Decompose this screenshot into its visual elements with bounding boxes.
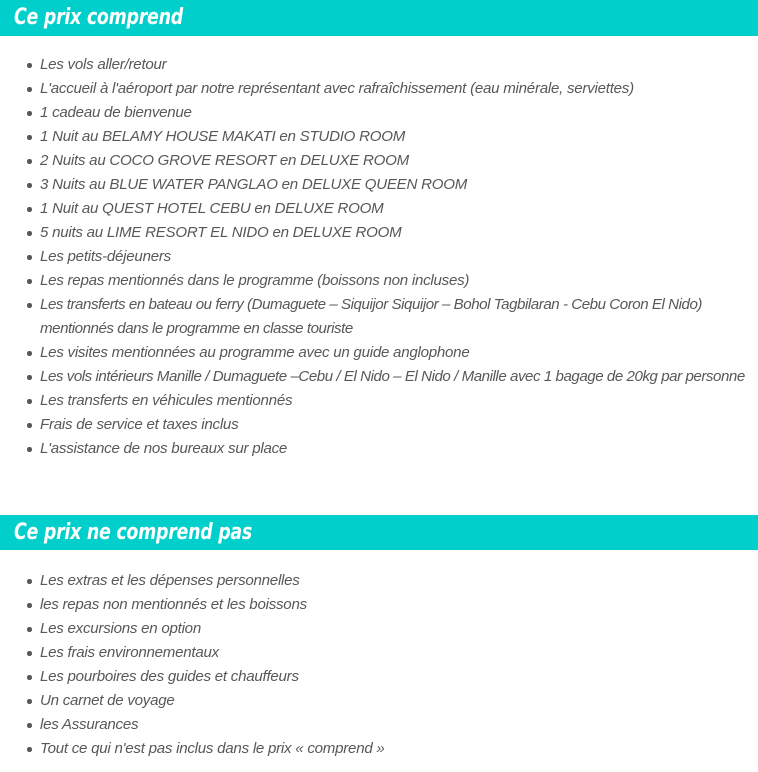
list-item-text: 2 Nuits au COCO GROVE RESORT en DELUXE ROOM (40, 152, 409, 169)
list-item (0, 221, 758, 245)
list-item (0, 389, 758, 413)
list-item (0, 569, 758, 593)
list-item-text: Les petits-déjeuners (40, 248, 171, 265)
list-item (0, 713, 758, 737)
not-included-list-block (0, 550, 758, 761)
list-item-text: Frais de service et taxes inclus (40, 416, 239, 433)
list-item (0, 101, 758, 125)
list-item (0, 665, 758, 689)
list-item (0, 125, 758, 149)
included-list (0, 53, 758, 461)
list-item-text: Les vols intérieurs Manille / Dumaguete –Cebu / El Nido – El Nido / Manille avec 1 bagage de 20kg par personne (40, 368, 745, 385)
list-item-text: Les pourboires des guides et chauffeurs (40, 668, 299, 685)
list-item-text: L'accueil à l'aéroport par notre représentant avec rafraîchissement (eau minérale, serviettes) (40, 80, 634, 97)
list-item (0, 341, 758, 365)
list-item-text: Un carnet de voyage (40, 692, 175, 709)
list-item (0, 689, 758, 713)
list-item (0, 365, 758, 389)
list-item-text-continued: mentionnés dans le programme en classe touriste (40, 320, 353, 337)
section-title-not-included: Ce prix ne comprend pas (14, 519, 253, 545)
list-item (0, 617, 758, 641)
list-item-text: 1 Nuit au QUEST HOTEL CEBU en DELUXE ROOM (40, 200, 384, 217)
list-item (0, 197, 758, 221)
list-item-text: Les transferts en bateau ou ferry (Dumaguete – Siquijor Siquijor – Bohol Tagbilaran - Cebu Coron El Nido) (40, 296, 702, 313)
list-item (0, 293, 758, 341)
list-item-text: Les visites mentionnées au programme avec un guide anglophone (40, 344, 470, 361)
list-item (0, 437, 758, 461)
list-item-text: L'assistance de nos bureaux sur place (40, 440, 288, 457)
list-item (0, 269, 758, 293)
list-item-text: Les transferts en véhicules mentionnés (40, 392, 293, 409)
list-item (0, 77, 758, 101)
list-item-text: Les extras et les dépenses personnelles (40, 572, 300, 589)
list-item (0, 245, 758, 269)
list-item-text: 5 nuits au LIME RESORT EL NIDO en DELUXE ROOM (40, 224, 402, 241)
section-header-not-included (0, 515, 758, 550)
list-item (0, 53, 758, 77)
list-item-text: Les vols aller/retour (40, 56, 167, 73)
list-item-text: Tout ce qui n'est pas inclus dans le prix « comprend » (40, 740, 385, 757)
list-item-text: les repas non mentionnés et les boissons (40, 596, 307, 613)
list-item-text: 1 Nuit au BELAMY HOUSE MAKATI en STUDIO ROOM (40, 128, 406, 145)
list-item (0, 737, 758, 761)
list-item-text: 3 Nuits au BLUE WATER PANGLAO en DELUXE QUEEN ROOM (40, 176, 468, 193)
list-item-text: Les repas mentionnés dans le programme (boissons non incluses) (40, 272, 470, 289)
list-item (0, 149, 758, 173)
section-spacer (0, 461, 758, 515)
list-item (0, 173, 758, 197)
list-item-text: 1 cadeau de bienvenue (40, 104, 192, 121)
list-item (0, 593, 758, 617)
included-list-block (0, 36, 758, 461)
section-header-included (0, 0, 758, 36)
list-item-text: Les frais environnementaux (40, 644, 219, 661)
section-title-included: Ce prix comprend (14, 5, 183, 30)
list-item-text: les Assurances (40, 716, 139, 733)
list-item (0, 413, 758, 437)
list-item-text: Les excursions en option (40, 620, 201, 637)
list-item (0, 641, 758, 665)
not-included-list (0, 569, 758, 761)
